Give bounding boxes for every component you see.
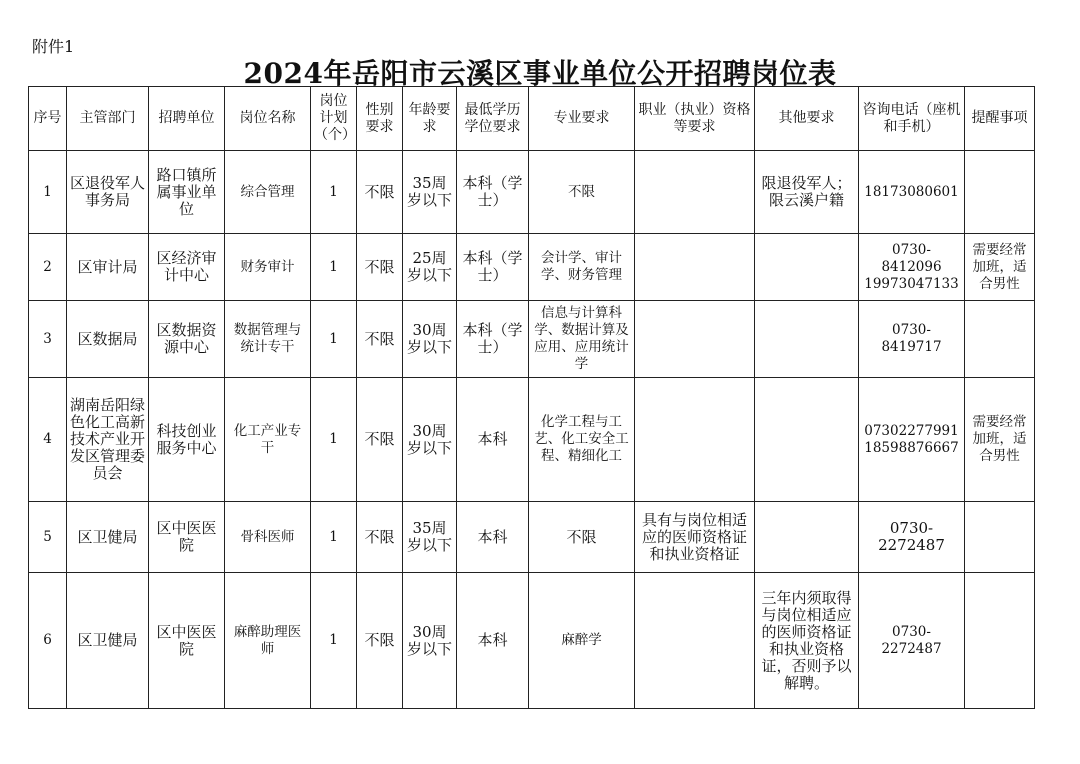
cell-seq: 4: [29, 378, 67, 502]
cell-note: 需要经常加班，适合男性: [965, 234, 1035, 301]
cell-phone: 07302277991 18598876667: [859, 378, 965, 502]
cell-post: 数据管理与统计专干: [225, 301, 311, 378]
table-row: [29, 234, 1035, 301]
cell-edu: 本科（学士）: [457, 301, 529, 378]
cell-dept: 区审计局: [67, 234, 149, 301]
cell-post: 财务审计: [225, 234, 311, 301]
cell-plan: 1: [311, 301, 357, 378]
recruitment-table: [28, 86, 1035, 709]
cell-post: 化工产业专干: [225, 378, 311, 502]
cell-age: 30周岁以下: [403, 378, 457, 502]
cell-edu: 本科: [457, 378, 529, 502]
cell-phone: 0730-2272487: [859, 573, 965, 709]
cell-dept: 湖南岳阳绿色化工高新技术产业开发区管理委员会: [67, 378, 149, 502]
cell-other: [755, 234, 859, 301]
cell-major: 不限: [529, 502, 635, 573]
cell-cert: [635, 301, 755, 378]
header-other: 其他要求: [755, 87, 859, 151]
cell-other: [755, 502, 859, 573]
cell-gender: 不限: [357, 378, 403, 502]
cell-major: 化学工程与工艺、化工安全工程、精细化工: [529, 378, 635, 502]
cell-note: [965, 502, 1035, 573]
cell-edu: 本科: [457, 573, 529, 709]
cell-gender: 不限: [357, 573, 403, 709]
header-note: 提醒事项: [965, 87, 1035, 151]
cell-gender: 不限: [357, 234, 403, 301]
cell-other: 三年内须取得与岗位相适应的医师资格证和执业资格证，否则予以解聘。: [755, 573, 859, 709]
header-major: 专业要求: [529, 87, 635, 151]
cell-seq: 1: [29, 151, 67, 234]
cell-cert: [635, 378, 755, 502]
table-header-row: [29, 87, 1035, 151]
cell-cert: 具有与岗位相适应的医师资格证和执业资格证: [635, 502, 755, 573]
cell-seq: 5: [29, 502, 67, 573]
cell-unit: 区数据资源中心: [149, 301, 225, 378]
cell-cert: [635, 151, 755, 234]
header-post: 岗位名称: [225, 87, 311, 151]
cell-unit: 科技创业服务中心: [149, 378, 225, 502]
cell-note: [965, 151, 1035, 234]
cell-phone: 0730-2272487: [859, 502, 965, 573]
cell-age: 35周岁以下: [403, 502, 457, 573]
cell-age: 30周岁以下: [403, 301, 457, 378]
header-unit: 招聘单位: [149, 87, 225, 151]
header-phone: 咨询电话（座机和手机）: [859, 87, 965, 151]
cell-unit: 路口镇所属事业单位: [149, 151, 225, 234]
cell-dept: 区卫健局: [67, 573, 149, 709]
cell-note: [965, 573, 1035, 709]
table-row: [29, 502, 1035, 573]
cell-unit: 区中医医院: [149, 502, 225, 573]
cell-dept: 区卫健局: [67, 502, 149, 573]
table-row: [29, 573, 1035, 709]
header-dept: 主管部门: [67, 87, 149, 151]
header-age: 年龄要求: [403, 87, 457, 151]
table-row: [29, 378, 1035, 502]
cell-age: 35周岁以下: [403, 151, 457, 234]
cell-unit: 区经济审计中心: [149, 234, 225, 301]
cell-plan: 1: [311, 378, 357, 502]
cell-cert: [635, 573, 755, 709]
cell-plan: 1: [311, 502, 357, 573]
header-gender: 性别要求: [357, 87, 403, 151]
cell-other: 限退役军人；限云溪户籍: [755, 151, 859, 234]
cell-phone: 0730-8412096 19973047133: [859, 234, 965, 301]
cell-major: 麻醉学: [529, 573, 635, 709]
header-cert: 职业（执业）资格等要求: [635, 87, 755, 151]
cell-seq: 3: [29, 301, 67, 378]
cell-post: 骨科医师: [225, 502, 311, 573]
header-seq: 序号: [29, 87, 67, 151]
cell-unit: 区中医医院: [149, 573, 225, 709]
cell-gender: 不限: [357, 151, 403, 234]
cell-major: 不限: [529, 151, 635, 234]
cell-post: 综合管理: [225, 151, 311, 234]
cell-dept: 区数据局: [67, 301, 149, 378]
cell-other: [755, 378, 859, 502]
cell-post: 麻醉助理医师: [225, 573, 311, 709]
table-row: [29, 301, 1035, 378]
cell-cert: [635, 234, 755, 301]
cell-edu: 本科（学士）: [457, 234, 529, 301]
cell-major: 信息与计算科学、数据计算及应用、应用统计学: [529, 301, 635, 378]
attachment-label: 附件1: [32, 37, 75, 56]
cell-gender: 不限: [357, 502, 403, 573]
cell-gender: 不限: [357, 301, 403, 378]
table-row: [29, 151, 1035, 234]
cell-phone: 18173080601: [859, 151, 965, 234]
cell-plan: 1: [311, 573, 357, 709]
cell-edu: 本科: [457, 502, 529, 573]
cell-edu: 本科（学士）: [457, 151, 529, 234]
cell-plan: 1: [311, 234, 357, 301]
cell-seq: 2: [29, 234, 67, 301]
cell-plan: 1: [311, 151, 357, 234]
header-plan: 岗位计划（个）: [311, 87, 357, 151]
page-title: 2024年岳阳市云溪区事业单位公开招聘岗位表: [243, 57, 837, 90]
cell-phone: 0730-8419717: [859, 301, 965, 378]
cell-other: [755, 301, 859, 378]
cell-note: [965, 301, 1035, 378]
cell-age: 25周岁以下: [403, 234, 457, 301]
cell-seq: 6: [29, 573, 67, 709]
cell-major: 会计学、审计学、财务管理: [529, 234, 635, 301]
cell-note: 需要经常加班，适合男性: [965, 378, 1035, 502]
cell-dept: 区退役军人事务局: [67, 151, 149, 234]
header-edu: 最低学历学位要求: [457, 87, 529, 151]
cell-age: 30周岁以下: [403, 573, 457, 709]
